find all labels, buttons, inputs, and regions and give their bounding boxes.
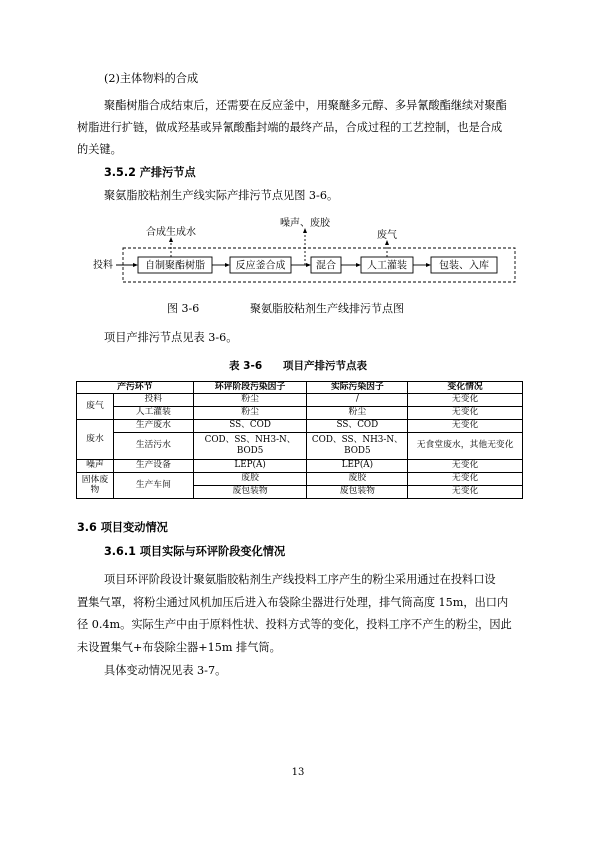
paragraph-line: 的关键。 <box>77 143 122 156</box>
cell: 人工灌装 <box>113 406 193 419</box>
cell: 无变化 <box>408 393 523 406</box>
cell: 无变化 <box>408 485 523 498</box>
header-cell: 变化情况 <box>408 382 523 394</box>
cell: 投料 <box>113 393 193 406</box>
cell: LEP(A) <box>193 459 307 472</box>
cell: LEP(A) <box>307 459 408 472</box>
step-label: 反应釜合成 <box>235 260 286 272</box>
cell: 生产设备 <box>113 459 193 472</box>
figure-caption-title: 聚氨脂胶粘剂生产线排污节点图 <box>250 302 404 315</box>
category-cell: 固体废物 <box>77 472 114 498</box>
subsection-label: (2)主体物料的合成 <box>104 72 199 85</box>
cell: COD、SS、NH3-N、BOD5 <box>307 432 408 459</box>
cell: SS、COD <box>307 419 408 432</box>
emission-label: 噪声、废胶 <box>280 218 330 229</box>
cell: 废胶 <box>193 472 307 485</box>
cell: 粉尘 <box>193 406 307 419</box>
table-row <box>77 432 523 459</box>
cell: 粉尘 <box>307 406 408 419</box>
table-row <box>77 459 523 472</box>
cell: 废包装物 <box>307 485 408 498</box>
section-heading: 3.5.2 产排污节点 <box>104 166 196 179</box>
cell: COD、SS、NH3-N、BOD5 <box>193 432 307 459</box>
table-row <box>77 406 523 419</box>
step-label: 混合 <box>316 260 336 272</box>
cell: 无食堂废水，其他无变化 <box>408 432 523 459</box>
step-label: 人工灌装 <box>367 260 407 272</box>
header-cell: 产污环节 <box>77 382 194 394</box>
paragraph-line: 树脂进行扩链，做成羟基或异氰酸酯封端的最终产品，合成过程的工艺控制，也是合成 <box>77 121 503 134</box>
cell: 生产车间 <box>113 472 193 498</box>
page-number: 13 <box>291 767 305 778</box>
cell: 生产废水 <box>113 419 193 432</box>
table-header-row <box>77 382 523 394</box>
cell: SS、COD <box>193 419 307 432</box>
paragraph-line: 聚氨脂胶粘剂生产线实际产排污节点见图 3-6。 <box>104 189 339 202</box>
figure-caption-number: 图 3-6 <box>167 302 200 315</box>
cell: 无变化 <box>408 472 523 485</box>
table-row <box>77 419 523 432</box>
table-row <box>77 472 523 485</box>
paragraph-line: 径 0.4m。实际生产中由于原料性状、投料方式等的变化，投料工序不产生的粉尘，因此 <box>77 618 512 631</box>
cell: 生活污水 <box>113 432 193 459</box>
cell: 废胶 <box>307 472 408 485</box>
category-cell: 噪声 <box>77 459 114 472</box>
category-cell: 废气 <box>77 393 114 419</box>
cell: 无变化 <box>408 459 523 472</box>
cell: 无变化 <box>408 419 523 432</box>
paragraph-line: 具体变动情况见表 3-7。 <box>104 664 227 677</box>
paragraph-line: 未设置集气+布袋除尘器+15m 排气筒。 <box>77 641 281 654</box>
table-caption-title: 项目产排污节点表 <box>283 360 367 372</box>
paragraph-line: 项目环评阶段设计聚氨脂胶粘剂生产线投料工序产生的粉尘采用通过在投料口设 <box>104 573 496 586</box>
paragraph-line: 置集气罩，将粉尘通过风机加压后进入布袋除尘器进行处理，排气筒高度 15m，出口内 <box>77 596 509 609</box>
step-label: 包装、入库 <box>439 260 489 272</box>
cell: 粉尘 <box>193 393 307 406</box>
emission-label: 合成生成水 <box>146 227 196 238</box>
paragraph-line: 聚酯树脂合成结束后，还需要在反应釜中，用聚醚多元醇、多异氰酸酯继续对聚酯 <box>104 99 507 112</box>
header-cell: 实际污染因子 <box>307 382 408 394</box>
section-heading: 3.6.1 项目实际与环评阶段变化情况 <box>104 545 286 558</box>
cell: 无变化 <box>408 406 523 419</box>
section-heading: 3.6 项目变动情况 <box>77 521 168 534</box>
pollution-node-table <box>76 381 523 499</box>
cell: 废包装物 <box>193 485 307 498</box>
table-caption-number: 表 3-6 <box>229 360 263 372</box>
step-label: 自制聚酯树脂 <box>145 260 205 272</box>
emission-label: 废气 <box>377 230 397 241</box>
paragraph-line: 项目产排污节点见表 3-6。 <box>104 331 238 344</box>
header-cell: 环评阶段污染因子 <box>193 382 307 394</box>
table-row <box>77 393 523 406</box>
input-label: 投料 <box>93 260 113 271</box>
cell: / <box>307 393 408 406</box>
category-cell: 废水 <box>77 419 114 459</box>
process-flow-diagram <box>85 208 525 288</box>
